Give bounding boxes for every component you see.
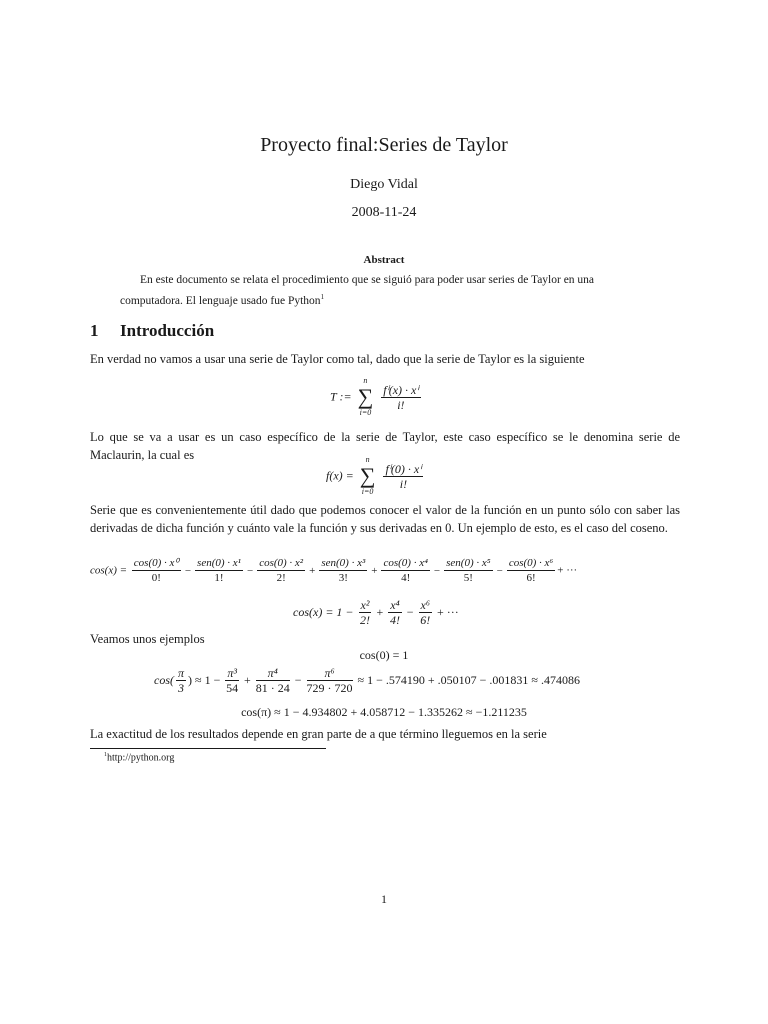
numerator: π⁶ — [307, 666, 353, 681]
numerator: cos(0) · x⁶ — [508, 557, 554, 569]
taylor-numerator: fⁱ(x) · xⁱ — [383, 382, 419, 397]
paragraph-1: En verdad no vamos a usar una serie de Taylor como tal, dado que la serie de Taylor es la siguiente — [90, 352, 585, 366]
denominator: 2! — [276, 572, 286, 584]
section-heading — [90, 321, 214, 341]
taylor-sum — [358, 376, 374, 418]
footnote-rule — [90, 748, 326, 749]
maclaurin-lhs: f(x) = — [326, 468, 354, 483]
plus-sign: + — [371, 564, 378, 577]
maclaurin-lower: i=0 — [361, 487, 374, 496]
denominator: 4! — [401, 572, 411, 584]
fraction — [307, 666, 353, 695]
denominator: 3 — [178, 681, 184, 695]
numerator: x² — [360, 598, 370, 612]
cos-pi-third-equation — [154, 666, 580, 695]
fraction — [388, 598, 402, 627]
fraction — [176, 666, 186, 695]
cos-series-short — [293, 598, 459, 627]
denominator: 0! — [151, 572, 161, 584]
plus-sign: + — [243, 673, 251, 687]
numerator: π — [178, 666, 185, 680]
paragraph-2: Lo que se va a usar es un caso específico de la serie de Taylor, este caso específico se le denomina serie de Maclaurin, la cual es — [90, 430, 680, 462]
footnote-link[interactable]: http://python.org — [107, 752, 175, 764]
page-number: 1 — [381, 892, 387, 906]
numerator: sen(0) · x¹ — [197, 557, 241, 569]
series-term-fraction — [507, 556, 555, 585]
cos-pi-equation: cos(π) ≈ 1 − 4.934802 + 4.058712 − 1.335262 ≈ −1.211235 — [241, 705, 527, 719]
numerator: cos(0) · x⁰ — [133, 557, 179, 569]
paragraph-4: Veamos unos ejemplos — [90, 632, 205, 646]
sigma-symbol: ∑ — [357, 384, 374, 409]
taylor-fraction — [381, 383, 420, 412]
minus-sign: − — [246, 564, 254, 577]
cos-short-lhs: cos(x) = 1 − — [293, 605, 354, 619]
numerator: cos(0) · x⁴ — [383, 557, 428, 569]
maclaurin-sum — [360, 455, 376, 497]
footnote-mark: 1 — [320, 293, 325, 301]
maclaurin-fraction — [383, 462, 423, 491]
denominator: 2! — [359, 613, 370, 627]
denominator: 4! — [389, 613, 400, 627]
footnote — [104, 752, 174, 763]
taylor-upper: n — [363, 376, 368, 385]
minus-sign: − — [406, 605, 414, 619]
cos-pi3-lhs: cos( — [154, 673, 174, 687]
numerator: sen(0) · x³ — [321, 557, 366, 569]
minus-sign: − — [294, 673, 302, 687]
denominator: 5! — [463, 572, 473, 584]
numerator: x⁶ — [420, 598, 431, 612]
taylor-lhs: T := — [330, 389, 352, 404]
numerator: π⁴ — [256, 666, 290, 681]
section-title: Introducción — [120, 321, 215, 340]
footnote-number: 1 — [104, 752, 107, 758]
numerator: sen(0) · x⁵ — [446, 557, 491, 569]
minus-sign: − — [433, 564, 441, 577]
cos-long-lhs: cos(x) = — [90, 564, 128, 577]
taylor-equation — [330, 376, 423, 418]
denominator: 54 — [226, 681, 239, 695]
document-date: 2008-11-24 — [351, 205, 417, 220]
series-term-fraction — [132, 556, 181, 585]
fraction — [256, 666, 290, 695]
denominator: 1! — [214, 572, 224, 584]
denominator: 81 · 24 — [255, 681, 290, 695]
series-term-fraction — [444, 556, 492, 585]
fraction — [419, 598, 433, 627]
paragraph-3: Serie que es convenientemente útil dado que podemos conocer el valor de la función en un punto sólo con saber las derivadas de dicha función y cuánto vale la función y sus derivadas en 0. Un ejemplo de esto, es el caso del coseno. — [90, 503, 680, 535]
cos-pi3-result: ≈ 1 − .574190 + .050107 − .001831 ≈ .474086 — [357, 673, 581, 687]
series-term-fraction — [257, 556, 305, 585]
denominator: 6! — [420, 613, 431, 627]
fraction — [359, 598, 372, 627]
numerator: x⁴ — [390, 598, 400, 612]
cos-zero-equation: cos(0) = 1 — [359, 648, 409, 662]
abstract-heading: Abstract — [363, 254, 405, 266]
maclaurin-equation — [326, 455, 425, 497]
minus-sign: − — [184, 564, 192, 577]
document-title: Proyecto final:Series de Taylor — [260, 134, 508, 156]
paragraph-5: La exactitud de los resultados depende en gran parte de a que término lleguemos en la serie — [90, 727, 547, 741]
plus-sign: + — [309, 564, 316, 577]
denominator: 6! — [526, 572, 536, 584]
minus-sign: − — [496, 564, 503, 577]
cos-series-long — [90, 556, 577, 585]
series-tail: + ··· — [557, 564, 578, 577]
denominator: 3! — [338, 572, 348, 584]
plus-sign: + — [376, 605, 384, 619]
numerator: π³ — [227, 666, 237, 680]
series-term-fraction — [319, 556, 367, 585]
section-number: 1 — [90, 321, 99, 340]
maclaurin-numerator: fⁱ(0) · xⁱ — [385, 461, 422, 476]
author-name: Diego Vidal — [350, 177, 418, 192]
maclaurin-denominator: i! — [399, 476, 408, 491]
numerator: cos(0) · x² — [259, 557, 304, 569]
taylor-denominator: i! — [397, 397, 405, 412]
cos-pi3-approx: ) ≈ 1 − — [188, 673, 221, 687]
fraction — [225, 666, 239, 695]
abstract-text: En este documento se relata el procedimiento que se siguió para poder usar series de Taylor en una computadora. El lenguaje usado fue Python$^1$ — [120, 274, 595, 307]
series-term-fraction — [195, 556, 243, 585]
sigma-symbol: ∑ — [359, 463, 376, 488]
series-term-fraction — [381, 556, 429, 585]
maclaurin-upper: n — [365, 455, 370, 464]
denominator: 729 · 720 — [306, 681, 353, 695]
taylor-lower: i=0 — [359, 408, 372, 417]
series-tail: + ··· — [437, 605, 459, 619]
